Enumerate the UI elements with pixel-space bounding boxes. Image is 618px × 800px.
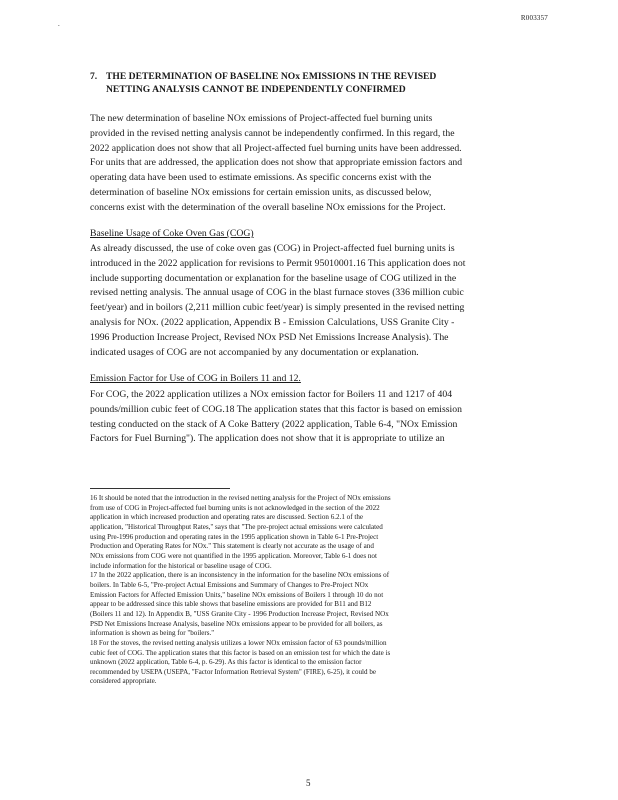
cog-usage-paragraph [90, 242, 530, 360]
text-line: concerns exist with the determination of the overall baseline NOx emissions for the Project. [90, 201, 446, 213]
text-line: The new determination of baseline NOx emissions of Project-affected fuel burning units [90, 113, 433, 124]
footnote-line: include information for the historical or baseline usage of COG. [90, 561, 272, 570]
intro-paragraph [90, 112, 530, 216]
text-line: introduced in the 2022 application for revisions to Permit 95010001.16 This application does not [90, 257, 466, 269]
footnote-line: unknown (2022 application, Table 6-4, p. 6-29). As this factor is identical to the emission factor [90, 658, 362, 667]
section-number: 7. [90, 71, 98, 82]
footnote-line: appear to be addressed since this table shows that baseline emissions are provided for B11 and B12 [90, 600, 372, 609]
footnote-line: boilers. In Table 6-5, "Pre-project Actual Emissions and Summary of Changes to Pre-Project NOx [90, 580, 369, 589]
page-number: 5 [306, 778, 311, 788]
section-title-line-2: NETTING ANALYSIS CANNOT BE INDEPENDENTLY CONFIRMED [106, 84, 406, 95]
footnote-line: considered appropriate. [90, 677, 157, 686]
text-line: revised netting analysis. The annual usage of COG in the blast furnace stoves (336 million cubic [90, 287, 464, 299]
footnote-separator [90, 488, 230, 489]
text-line: For units that are addressed, the application does not show that appropriate emission factors and [90, 157, 463, 169]
text-line: operating data have been used to estimate emissions. As specific concerns exist with the [90, 172, 432, 184]
emission-factor-paragraph [90, 388, 530, 447]
text-line: For COG, the 2022 application utilizes a NOx emission factor for Boilers 11 and 1217 of 404 [90, 389, 453, 400]
text-line: feet/year) and in boilors (2,211 million cubic feet/year) is simply presented in the revised netting [90, 302, 465, 314]
footnote-line: application in which increased production and operating rates are discussed. Section 6.2.1 of the [90, 513, 364, 522]
text-line: indicated usages of COG are not accompanied by any documentation or explanation. [90, 346, 419, 358]
footnote-line: information is shown as being for "boilers." [90, 629, 215, 638]
subheading-cog-usage: Baseline Usage of Coke Oven Gas (COG) [90, 228, 254, 239]
section-title-line-1: THE DETERMINATION OF BASELINE NOx EMISSIONS IN THE REVISED [106, 71, 437, 82]
bates-number: R003357 [520, 14, 548, 22]
footnote-line: using Pre-1996 production and operating rates in the 1995 application shown in Table 6-1 Pre-Project [90, 532, 379, 541]
margin-mark: . [58, 20, 60, 28]
text-line: provided in the revised netting analysis cannot be independently confirmed. In this regard, the [90, 127, 455, 139]
subheading-emission-factor: Emission Factor for Use of COG in Boilers 11 and 12. [90, 373, 301, 384]
footnote-line: Production and Operating Rates for NOx." This statement is clearly not accurate as the usage of and [90, 542, 374, 551]
text-line: pounds/million cubic feet of COG.18 The application states that this factor is based on emission [90, 403, 462, 415]
text-line: Factors for Fuel Burning"). The application does not show that it is appropriate to utilize an [90, 433, 445, 445]
text-line: analysis for NOx. (2022 application, Appendix B - Emission Calculations, USS Granite City - [90, 316, 455, 328]
footnote-line: PSD Net Emissions Increase Analysis, baseline NOx emissions appear to be provided for all boilers, as [90, 619, 383, 628]
section-heading [90, 70, 530, 96]
footnote-line: Emission Factors for Affected Emission Units," baseline NOx emissions of Boilers 1 through 10 do not [90, 590, 384, 599]
footnote-line: application, "Historical Throughput Rates," says that "The pre-project actual emissions were calculated [90, 522, 383, 531]
footnote-line: cubic feet of COG. The application states that this factor is based on an emission test for which the date is [90, 648, 391, 657]
footnote-line: 18 For the stoves, the revised netting analysis utilizes a lower NOx emission factor of 63 pounds/million [90, 638, 387, 647]
text-line: As already discussed, the use of coke oven gas (COG) in Project-affected fuel burning units is [90, 243, 455, 254]
text-line: 1996 Production Increase Project, Revised NOx PSD Net Emissions Increase Analysis). The [90, 331, 449, 343]
footnote-line: recommended by USEPA (USEPA, "Factor Information Retrieval System" (FIRE), 6-25), it could be [90, 667, 377, 676]
text-line: testing conducted on the stack of A Coke Battery (2022 application, Table 6-4, "NOx Emission [90, 418, 458, 430]
text-line: include supporting documentation or explanation for the baseline usage of COG utilized in the [90, 272, 457, 284]
footnote-line: (Boilers 11 and 12). In Appendix B, "USS Granite City - 1996 Production Increase Project, Revised NOx [90, 609, 389, 618]
footnote-line: NOx emissions from COG were not quantified in the 1995 application. Moreover, Table 6-1 does not [90, 551, 377, 560]
text-line: determination of baseline NOx emissions for certain emission units, as discussed below, [90, 186, 432, 198]
text-line: 2022 application does not show that all Project-affected fuel burning units have been addressed. [90, 142, 462, 154]
footnote-line: 16 It should be noted that the introduction in the revised netting analysis for the Project of NOx emissions [90, 494, 391, 502]
footnote-line: from use of COG in Project-affected fuel burning units is not acknowledged in the section of the 2022 [90, 503, 380, 512]
footnotes [90, 494, 530, 687]
footnote-line: 17 In the 2022 application, there is an inconsistency in the information for the baseline NOx emissions of [90, 571, 390, 580]
